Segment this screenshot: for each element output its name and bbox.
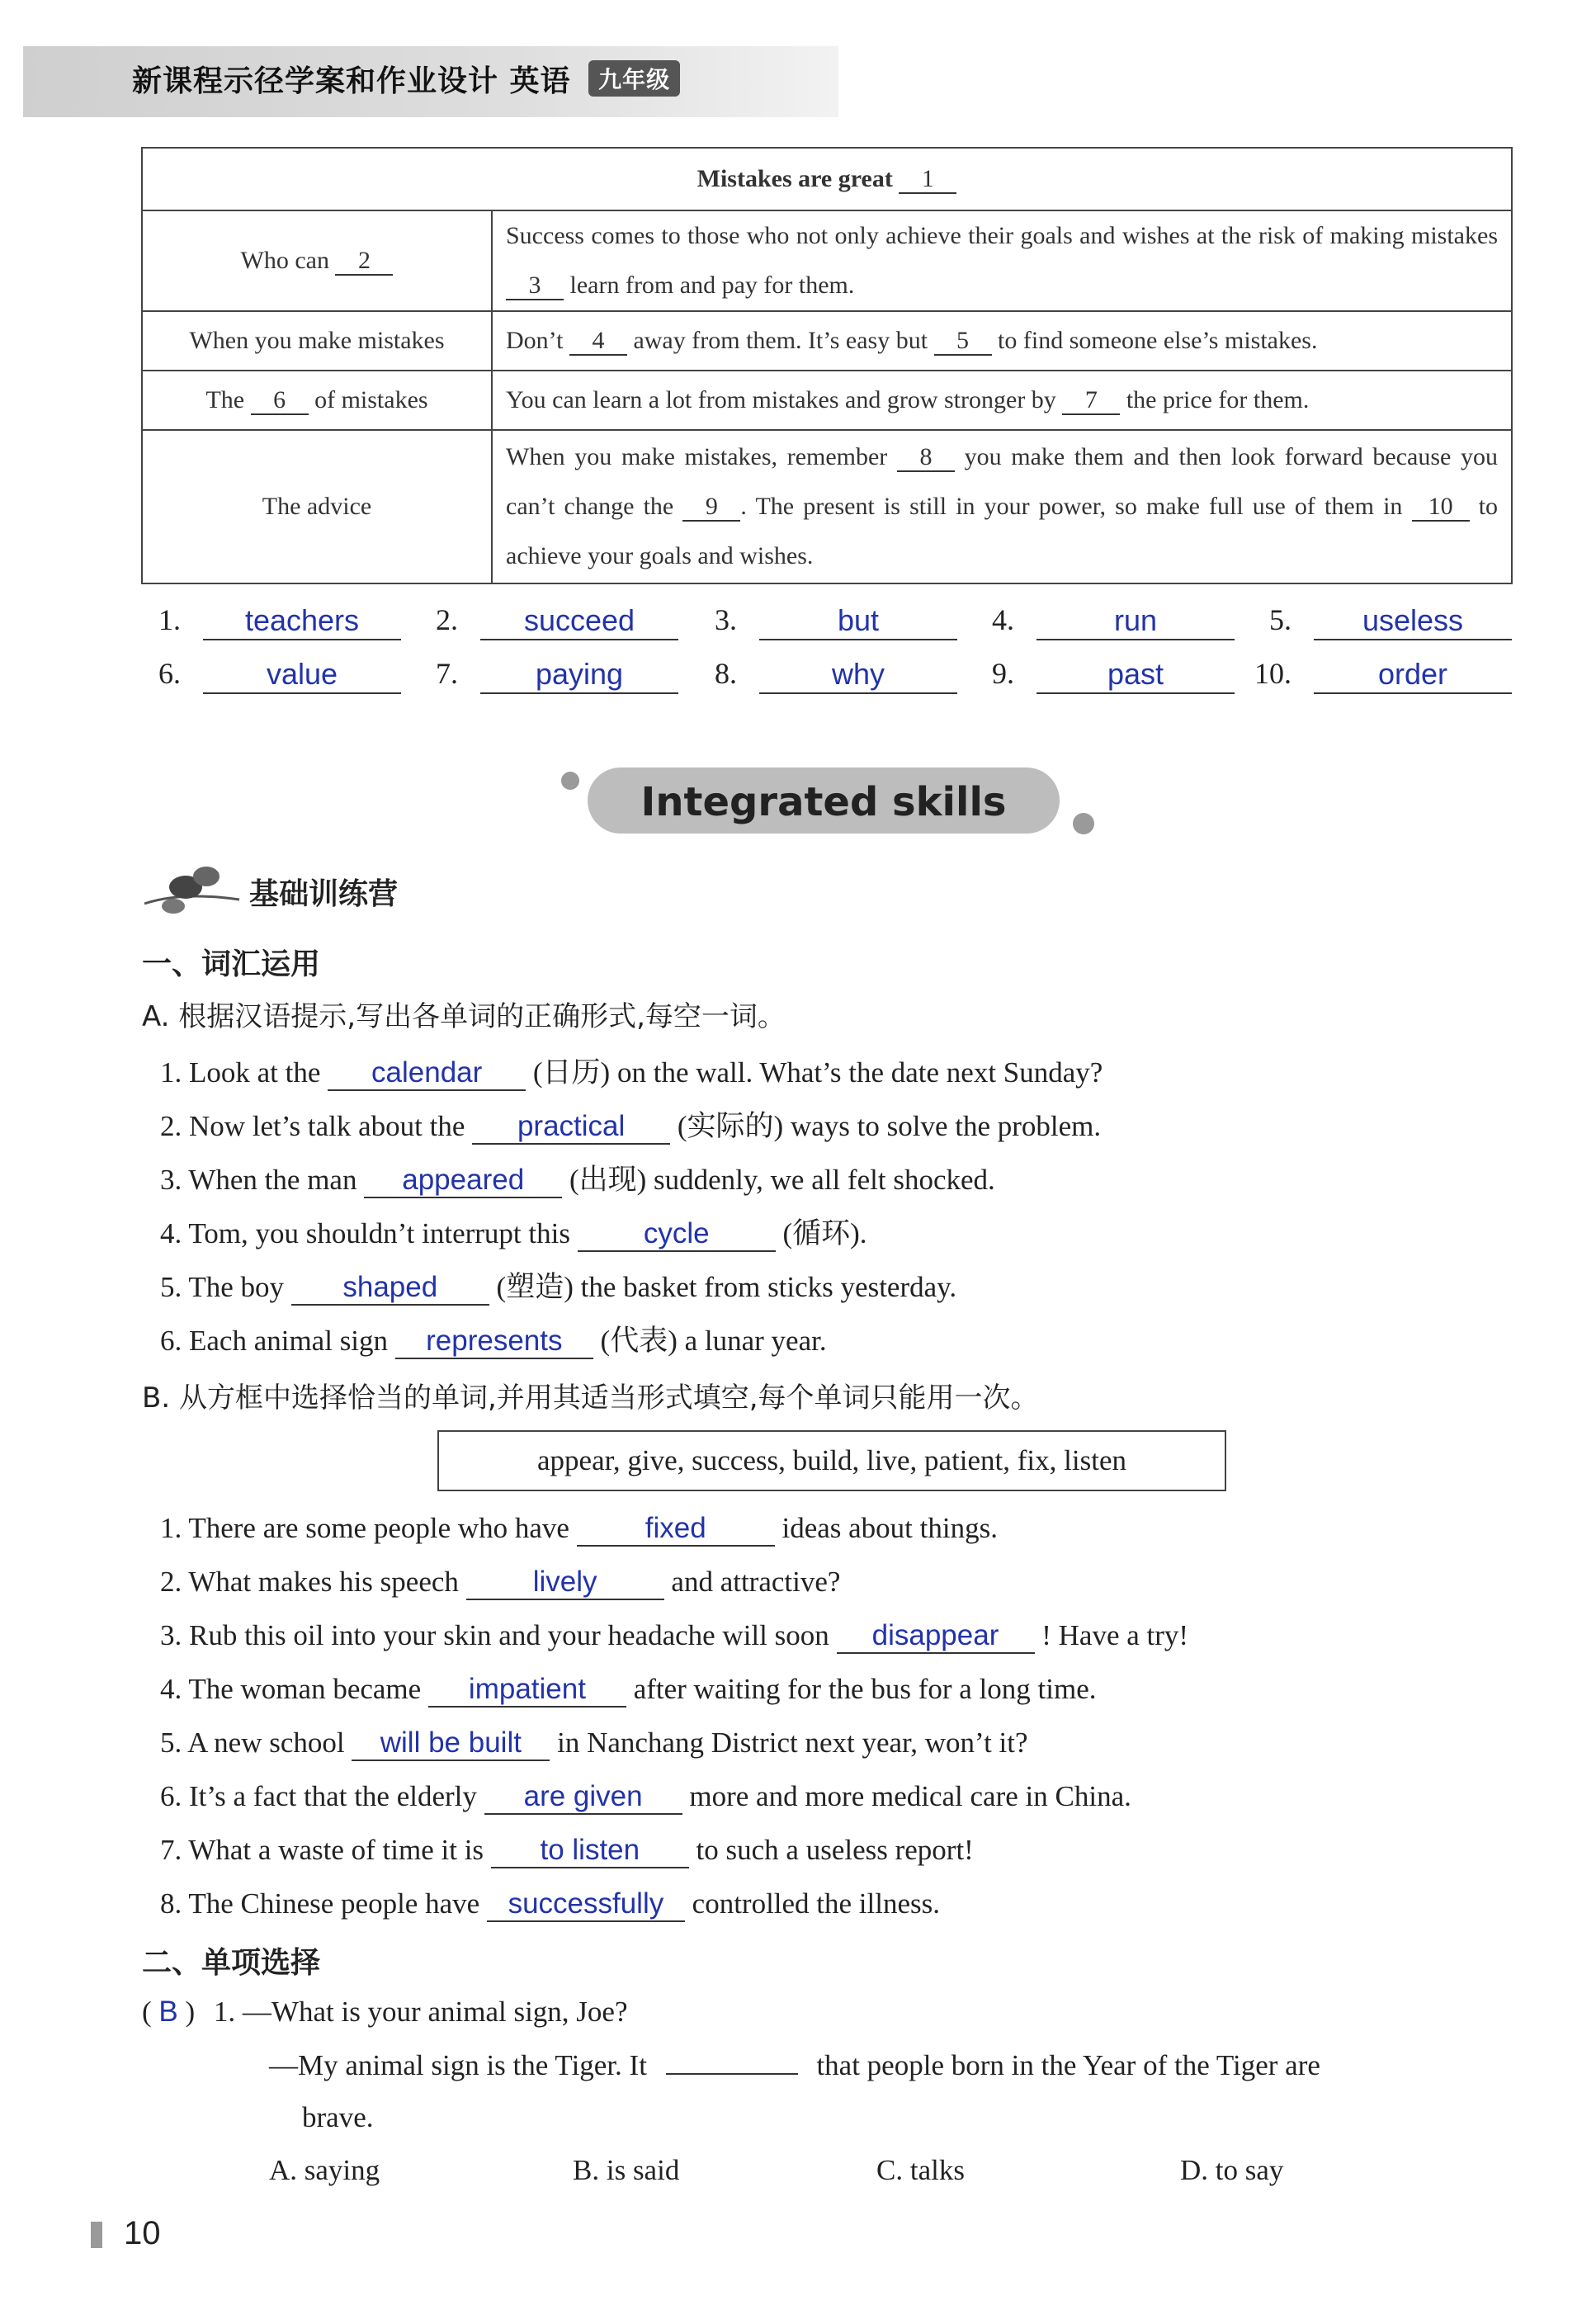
answer-value: order <box>1314 656 1512 694</box>
row-right-text: you make them and then look forward because you can’t change the <box>506 443 1499 520</box>
item-answer: cycle <box>578 1217 776 1252</box>
item-text: (代表) a lunar year. <box>600 1325 827 1357</box>
item-text: ! Have a try! <box>1041 1619 1189 1651</box>
question-blank <box>666 2073 798 2075</box>
answer-value: but <box>759 602 957 640</box>
item-text: 3. When the man <box>160 1164 357 1196</box>
blank-1: 1 <box>899 165 956 194</box>
item-text: 5. The boy <box>160 1271 285 1303</box>
answer-number: 9. <box>992 657 1014 690</box>
table-title-text: Mistakes are great <box>696 164 893 192</box>
leaf-icon <box>140 858 248 924</box>
paren-open: ( <box>142 1996 159 2028</box>
row-right-text: the price for them. <box>1126 386 1310 413</box>
item-answer: practical <box>472 1110 670 1145</box>
blank-10: 10 <box>1412 493 1470 522</box>
mc-question-1 <box>142 1996 628 2029</box>
paren-close: ) <box>177 1996 196 2028</box>
row-right-text: Success comes to those who not only achieve their goals and wishes at the risk of making mistakes <box>506 222 1498 249</box>
item-text: in Nanchang District next year, won’t it? <box>557 1726 1028 1759</box>
item-answer: impatient <box>428 1673 626 1708</box>
item-answer: fixed <box>577 1512 775 1547</box>
item-text: and attractive? <box>671 1566 841 1598</box>
vocab-item <box>160 1211 867 1252</box>
row-left-text: of mistakes <box>314 385 428 413</box>
vocab-item <box>160 1318 827 1359</box>
page-number: 10 <box>124 2215 161 2251</box>
item-text: 8. The Chinese people have <box>160 1887 480 1920</box>
answer-number: 2. <box>436 603 458 636</box>
answer-number: 4. <box>992 603 1014 636</box>
part1-B-instruction: B. 从方框中选择恰当的单词,并用其适当形式填空,每个单词只能用一次。 <box>142 1382 1039 1415</box>
answer-value: why <box>759 656 957 694</box>
item-text: 1. Look at the <box>160 1056 321 1089</box>
fill-item <box>160 1780 1131 1815</box>
item-text: 4. Tom, you shouldn’t interrupt this <box>160 1217 570 1249</box>
answer-number: 7. <box>436 657 458 690</box>
grade-badge: 九年级 <box>588 60 680 97</box>
row-right-text: away from them. It’s easy but <box>633 327 928 354</box>
question-stem: that people born in the Year of the Tiger are <box>816 2049 1320 2081</box>
answer-value: useless <box>1314 602 1512 640</box>
item-text: 3. Rub this oil into your skin and your headache will soon <box>160 1619 829 1651</box>
item-text: controlled the illness. <box>692 1887 941 1920</box>
row-left-who-can <box>142 210 492 311</box>
page-number-marker <box>91 2222 102 2248</box>
question-stem: 1. —What is your animal sign, Joe? <box>213 1996 628 2028</box>
blank-9: 9 <box>682 493 740 522</box>
row-left-text: The <box>205 385 245 413</box>
answer-number: 5. <box>1269 603 1291 636</box>
row-left-text: Who can <box>240 246 329 274</box>
option-a: A. saying <box>269 2154 380 2186</box>
fill-item <box>160 1834 974 1868</box>
row-right-text: Don’t <box>506 327 564 354</box>
decor-dot <box>561 772 579 790</box>
answer-row-1 <box>0 602 1596 644</box>
item-text: ideas about things. <box>781 1512 998 1544</box>
subsection-title: 基础训练营 <box>249 877 399 911</box>
answer-number: 8. <box>715 657 737 690</box>
item-answer: successfully <box>487 1887 685 1922</box>
row-left-when-mistakes: When you make mistakes <box>142 311 492 371</box>
item-text: (塑造) the basket from sticks yesterday. <box>496 1271 957 1303</box>
item-answer: to listen <box>491 1834 689 1868</box>
item-text: after waiting for the bus for a long time. <box>633 1673 1097 1705</box>
question-stem-line: brave. <box>302 2101 374 2133</box>
blank-5: 5 <box>934 327 992 356</box>
row-right-learn <box>492 371 1512 430</box>
blank-2: 2 <box>335 247 393 276</box>
blank-6: 6 <box>251 386 309 415</box>
answer-value: past <box>1036 656 1235 694</box>
vocab-item <box>160 1157 995 1198</box>
answer-number: 6. <box>158 657 181 690</box>
row-right-text: to find someone else’s mistakes. <box>998 327 1318 354</box>
item-text: 6. Each animal sign <box>160 1325 389 1357</box>
option-c: C. talks <box>876 2154 965 2186</box>
fill-item <box>160 1726 1028 1761</box>
fill-item <box>160 1566 840 1600</box>
item-text: (日历) on the wall. What’s the date next Sunday? <box>532 1056 1103 1089</box>
fill-item <box>160 1512 998 1547</box>
item-answer: disappear <box>837 1619 1035 1654</box>
row-right-text: to achieve your goals and wishes. <box>506 493 1499 569</box>
decor-dot <box>1073 813 1094 834</box>
vocab-item <box>160 1264 956 1306</box>
option-d: D. to say <box>1180 2154 1284 2186</box>
question-stem: —My animal sign is the Tiger. It <box>269 2049 647 2081</box>
item-text: 7. What a waste of time it is <box>160 1834 484 1866</box>
row-right-advice <box>492 430 1512 583</box>
row-right-success <box>492 210 1512 311</box>
mind-map-table <box>141 147 1513 584</box>
answer-number: 1. <box>158 603 181 636</box>
fill-item <box>160 1619 1188 1654</box>
answer-value: paying <box>480 656 678 694</box>
answer-value: teachers <box>203 602 401 640</box>
item-text: to such a useless report! <box>696 1834 974 1866</box>
fill-item <box>160 1887 940 1922</box>
option-b: B. is said <box>573 2154 680 2186</box>
item-answer: are given <box>484 1780 682 1815</box>
row-right-text: learn from and pay for them. <box>569 272 855 299</box>
answer-value: succeed <box>480 602 678 640</box>
row-left-value <box>142 371 492 430</box>
item-text: 2. Now let’s talk about the <box>160 1110 465 1142</box>
item-answer: represents <box>395 1325 593 1359</box>
fill-item <box>160 1673 1097 1708</box>
item-text: 4. The woman became <box>160 1673 422 1705</box>
item-answer: will be built <box>352 1726 550 1761</box>
item-answer: calendar <box>328 1056 526 1091</box>
vocab-item <box>160 1103 1101 1145</box>
item-text: 5. A new school <box>160 1726 345 1759</box>
part1-heading: 一、词汇运用 <box>142 947 321 981</box>
blank-7: 7 <box>1062 386 1120 415</box>
answer-number: 10. <box>1254 657 1291 690</box>
item-text: 6. It’s a fact that the elderly <box>160 1780 477 1812</box>
part2-heading: 二、单项选择 <box>142 1946 321 1980</box>
item-answer: appeared <box>364 1164 562 1198</box>
item-text: (实际的) ways to solve the problem. <box>677 1110 1102 1142</box>
blank-4: 4 <box>569 327 627 356</box>
answer-value: value <box>203 656 401 694</box>
word-box: appear, give, success, build, live, patient, fix, listen <box>437 1430 1226 1491</box>
row-right-text: When you make mistakes, remember <box>506 443 888 470</box>
blank-8: 8 <box>897 443 955 472</box>
question-stem-line <box>269 2049 1320 2082</box>
book-title-text: 新课程示径学案和作业设计 英语 <box>132 64 571 98</box>
answer-value: run <box>1036 602 1235 640</box>
item-answer: lively <box>466 1566 664 1600</box>
row-right-text: You can learn a lot from mistakes and grow stronger by <box>506 386 1056 413</box>
item-text: 2. What makes his speech <box>160 1566 459 1598</box>
section-banner-title: Integrated skills <box>640 779 1007 825</box>
book-title <box>132 58 680 100</box>
item-answer: shaped <box>291 1271 489 1306</box>
vocab-item <box>160 1050 1103 1091</box>
row-right-dont <box>492 311 1512 371</box>
mc-answer: B <box>158 1996 178 2028</box>
item-text: 1. There are some people who have <box>160 1512 569 1544</box>
item-text: (循环). <box>782 1217 867 1249</box>
answer-number: 3. <box>715 603 737 636</box>
item-text: more and more medical care in China. <box>689 1780 1131 1812</box>
answer-row-2 <box>0 656 1596 697</box>
blank-3: 3 <box>506 272 564 300</box>
table-title <box>142 148 1512 210</box>
row-left-advice: The advice <box>142 430 492 583</box>
item-text: (出现) suddenly, we all felt shocked. <box>569 1164 995 1196</box>
row-right-text: . The present is still in your power, so make full use of them in <box>740 493 1403 520</box>
part1-A-instruction: A. 根据汉语提示,写出各单词的正确形式,每空一词。 <box>142 1000 786 1033</box>
